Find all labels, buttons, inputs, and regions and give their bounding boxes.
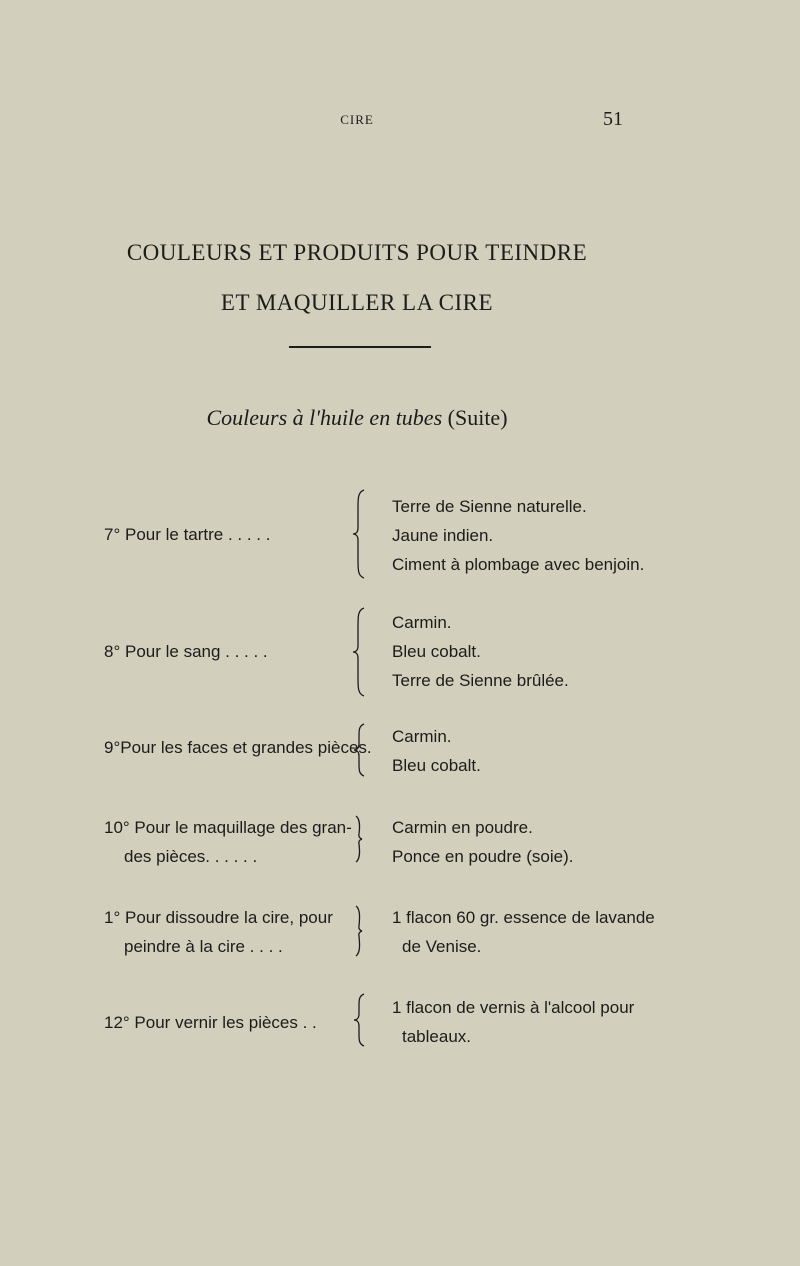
entry-4-item-1: Carmin en poudre. <box>392 818 533 837</box>
entry-5-items <box>392 903 655 961</box>
entry-4-label-line-2: des pièces. . . . . . <box>124 847 258 866</box>
entry-3-brace <box>352 722 368 778</box>
entry-4-item-2: Ponce en poudre (soie). <box>392 847 574 866</box>
entry-6-brace <box>352 992 368 1048</box>
entry-6-item-2: tableaux. <box>402 1027 471 1046</box>
entry-2-label-line-1: 8° Pour le sang . . . . . <box>104 642 268 661</box>
entry-5-brace <box>352 904 368 958</box>
entry-2-items <box>392 608 569 695</box>
entry-1-item-2: Jaune indien. <box>392 526 494 545</box>
entry-2-brace <box>352 606 368 698</box>
entry-4-label <box>104 813 352 871</box>
entry-5-item-1: 1 flacon 60 gr. essence de lavande <box>392 908 655 927</box>
page-title-line-2: ET MAQUILLER LA CIRE <box>220 290 494 315</box>
entry-4-items <box>392 813 573 871</box>
entry-6-item-1: 1 flacon de vernis à l'alcool pour <box>392 998 635 1017</box>
entry-3-item-2: Bleu cobalt. <box>392 756 481 775</box>
entry-1-label <box>104 520 270 549</box>
page-title <box>0 228 714 328</box>
entry-6-label-line-1: 12° Pour vernir les pièces . . <box>104 1013 317 1032</box>
entry-5-label <box>104 903 333 961</box>
entry-2-item-1: Carmin. <box>392 613 452 632</box>
entry-5-label-line-1: 1° Pour dissoudre la cire, pour <box>104 908 333 927</box>
running-title: CIRE <box>340 112 374 127</box>
section-heading <box>0 405 714 431</box>
entry-1-item-1: Terre de Sienne naturelle. <box>392 497 587 516</box>
entry-6-items <box>392 993 634 1051</box>
entry-5-label-line-2: peindre à la cire . . . . <box>124 937 283 956</box>
entry-3-items <box>392 722 481 780</box>
entry-4-brace <box>352 814 368 864</box>
entry-6-label <box>104 1008 317 1037</box>
entry-3-label-line-1: 9°Pour les faces et grandes pièces. <box>104 738 372 757</box>
section-heading-italic: Couleurs à l'huile en tubes <box>206 405 443 430</box>
title-divider <box>289 346 431 348</box>
entry-2-item-3: Terre de Sienne brûlée. <box>392 671 569 690</box>
entry-1-brace <box>352 488 368 580</box>
entry-3-label <box>104 733 372 762</box>
entry-4-label-line-1: 10° Pour le maquillage des gran- <box>104 818 352 837</box>
entry-2-item-2: Bleu cobalt. <box>392 642 481 661</box>
section-heading-plain: (Suite) <box>447 405 508 430</box>
entry-1-label-line-1: 7° Pour le tartre . . . . . <box>104 525 271 544</box>
entry-1-item-3: Ciment à plombage avec benjoin. <box>392 555 645 574</box>
entry-3-item-1: Carmin. <box>392 727 452 746</box>
entry-5-item-2: de Venise. <box>402 937 482 956</box>
page-title-line-1: COULEURS ET PRODUITS POUR TEINDRE <box>126 240 588 265</box>
entry-1-items <box>392 492 644 579</box>
entry-2-label <box>104 637 268 666</box>
running-head <box>0 108 800 132</box>
page-number: 51 <box>603 108 623 130</box>
